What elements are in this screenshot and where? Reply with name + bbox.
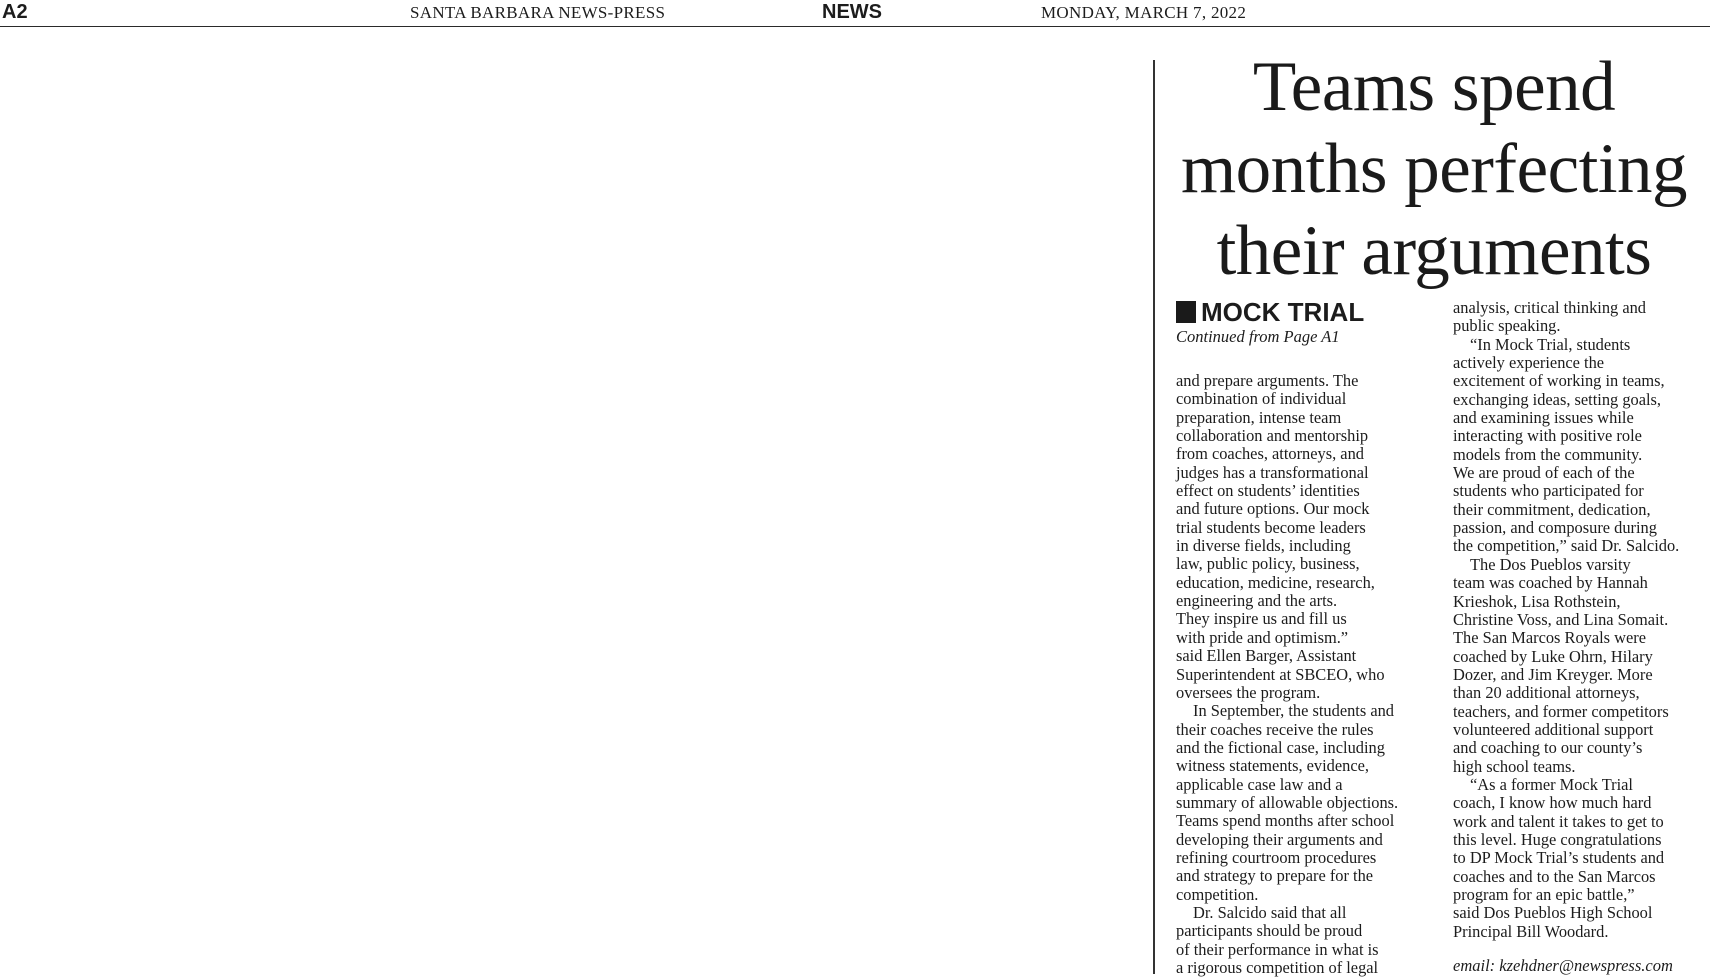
article-text-line: in diverse fields, including	[1176, 536, 1351, 556]
article-text-line: exchanging ideas, setting goals,	[1453, 389, 1662, 409]
article-text-line: students who participated for	[1453, 481, 1644, 501]
headline	[1160, 46, 1708, 292]
author-email: email: kzehdner@newspress.com	[1453, 956, 1673, 975]
article-text-line: Dr. Salcido said that all	[1193, 902, 1347, 922]
article-text-line: and future options. Our mock	[1176, 499, 1370, 519]
column-divider	[1153, 60, 1155, 974]
article-text-line: with pride and optimism.”	[1176, 627, 1349, 647]
article-text-line: combination of individual	[1176, 389, 1347, 409]
article-text-line: “As a former Mock Trial	[1470, 774, 1633, 794]
article-text-line: “In Mock Trial, students	[1470, 334, 1631, 354]
article-text-line: and examining issues while	[1453, 408, 1634, 428]
article-text-line: excitement of working in teams,	[1453, 371, 1665, 391]
article-text-line: models from the community.	[1453, 444, 1643, 464]
article-text-line: teachers, and former competitors	[1453, 701, 1669, 721]
article-text-line: The Dos Pueblos varsity	[1470, 554, 1631, 574]
article-text-line: engineering and the arts.	[1176, 591, 1338, 611]
article-text-line: this level. Huge congratulations	[1453, 829, 1662, 849]
article-text-line: to DP Mock Trial’s students and	[1453, 848, 1665, 868]
article-text-line: their commitment, dedication,	[1453, 499, 1651, 519]
article-text-line: The San Marcos Royals were	[1453, 628, 1646, 648]
article-text-line: oversees the program.	[1176, 682, 1321, 702]
article-text-line: competition.	[1176, 884, 1259, 904]
article-text-line: program for an epic battle,”	[1453, 885, 1635, 904]
newspaper-name: SANTA BARBARA NEWS-PRESS	[410, 3, 666, 22]
article-text-line: judges has a transformational	[1176, 462, 1369, 482]
kicker-label: MOCK TRIAL	[1201, 297, 1365, 327]
section-name: NEWS	[822, 1, 882, 23]
article-text-line: than 20 additional attorneys,	[1453, 683, 1640, 703]
article-text-line: and prepare arguments. The	[1176, 371, 1359, 390]
article-text-line: trial students become leaders	[1176, 517, 1366, 537]
headline-line: months perfecting	[1180, 130, 1688, 208]
headline-line: Teams spend	[1252, 48, 1616, 126]
article-text-line: preparation, intense team	[1176, 407, 1342, 427]
article-text-line: passion, and composure during	[1453, 518, 1657, 538]
article-text-line: and strategy to prepare for the	[1176, 866, 1374, 886]
article-text-line: Krieshok, Lisa Rothstein,	[1453, 591, 1621, 611]
article-text-line: said Dos Pueblos High School	[1453, 903, 1653, 923]
article-text-line: participants should be proud	[1176, 921, 1363, 941]
article-text-line: applicable case law and a	[1176, 774, 1343, 794]
article-text-line: high school teams.	[1453, 756, 1576, 776]
article-text-line: team was coached by Hannah	[1453, 573, 1648, 593]
article-text-line: coach, I know how much hard	[1453, 793, 1652, 813]
article-text-line: collaboration and mentorship	[1176, 426, 1369, 446]
section-kicker	[1176, 296, 1364, 328]
article-text-line: the competition,” said Dr. Salcido.	[1453, 536, 1680, 556]
article-text-line: In September, the students and	[1193, 701, 1394, 721]
article-text-line: Teams spend months after school	[1176, 811, 1395, 831]
article-text-line: They inspire us and fill us	[1176, 609, 1347, 629]
article-text-line: of their performance in what is	[1176, 939, 1379, 959]
issue-date: MONDAY, MARCH 7, 2022	[1041, 3, 1247, 22]
article-text-line: refining courtroom procedures	[1176, 847, 1377, 867]
article-text-line: law, public policy, business,	[1176, 554, 1360, 574]
article-text-line: their coaches receive the rules	[1176, 719, 1374, 739]
article-text-line: Dozer, and Jim Kreyger. More	[1453, 664, 1653, 684]
article-text-line: volunteered additional support	[1453, 719, 1654, 739]
article-text-line: summary of allowable objections.	[1176, 792, 1399, 812]
article-text-line: a rigorous competition of legal	[1176, 958, 1379, 977]
article-text-line: education, medicine, research,	[1176, 572, 1375, 592]
headline-line: their arguments	[1216, 212, 1652, 290]
article-column-1	[1176, 372, 1432, 977]
article-text-line: coached by Luke Ohrn, Hilary	[1453, 646, 1653, 666]
square-bullet-icon	[1176, 301, 1196, 323]
article-text-line: and the fictional case, including	[1176, 737, 1385, 757]
article-text-line: from coaches, attorneys, and	[1176, 444, 1364, 464]
article-column-2	[1453, 299, 1709, 941]
article-text-line: We are proud of each of the	[1453, 463, 1635, 483]
article-text-line: said Ellen Barger, Assistant	[1176, 646, 1357, 666]
article-text-line: actively experience the	[1453, 353, 1605, 373]
masthead	[0, 0, 1710, 27]
article-text-line: effect on students’ identities	[1176, 481, 1360, 501]
article-text-line: public speaking.	[1453, 316, 1561, 336]
article-text-line: coaches and to the San Marcos	[1453, 866, 1656, 886]
article-text-line: interacting with positive role	[1453, 426, 1642, 446]
page-number: A2	[2, 1, 28, 23]
article-text-line: Principal Bill Woodard.	[1453, 921, 1609, 941]
article-text-line: witness statements, evidence,	[1176, 756, 1369, 776]
article-text-line: work and talent it takes to get to	[1453, 811, 1664, 831]
article-text-line: Superintendent at SBCEO, who	[1176, 664, 1385, 684]
article-text-line: developing their arguments and	[1176, 829, 1383, 849]
article-text-line: analysis, critical thinking and	[1453, 298, 1646, 317]
article-text-line: Christine Voss, and Lina Somait.	[1453, 609, 1669, 629]
article-text-line: and coaching to our county’s	[1453, 738, 1643, 758]
continued-from-note: Continued from Page A1	[1176, 327, 1340, 346]
